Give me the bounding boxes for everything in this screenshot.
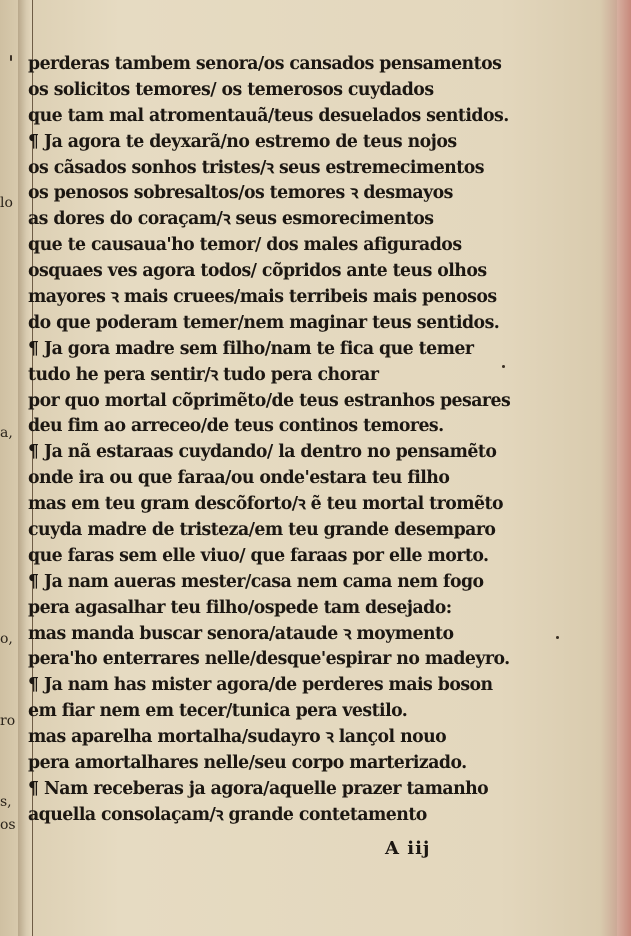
text-line: cuyda madre de tristeza/em teu grande desemparo — [28, 520, 496, 541]
ink-speck — [502, 365, 505, 368]
text-line: do que poderam temer/nem maginar teus sentidos. — [28, 312, 500, 333]
text-line: os cãsados sonhos tristes/ꝛ seus estremecimentos — [28, 157, 484, 178]
text-line: osquaes ves agora todos/ cõpridos ante teus olhos — [28, 261, 487, 282]
text-line: aquella consolaçam/ꝛ grande contetamento — [28, 804, 427, 825]
text-line: ¶ Ja nam aueras mester/casa nem cama nem fogo — [28, 571, 484, 592]
text-line: pera'ho enterrares nelle/desque'espirar no madeyro. — [28, 649, 510, 670]
text-line: mas aparelha mortalha/sudayro ꝛ lançol nouo — [28, 727, 447, 748]
text-line: deu fim ao arreceo/de teus continos temores. — [28, 416, 444, 437]
bleed-mark: ro — [0, 713, 16, 729]
text-line: os penosos sobresaltos/os temores ꝛ desmayos — [28, 183, 453, 204]
text-line: por quo mortal cõprimẽto/de teus estranhos pesares — [28, 390, 511, 411]
signature-mark: A iij — [385, 838, 431, 859]
text-line: pera amortalhares nelle/seu corpo marterizado. — [28, 753, 467, 774]
text-line: as dores do coraçam/ꝛ seus esmorecimentos — [28, 209, 434, 230]
text-line: ¶ Ja agora te deyxarã/no estremo de teus nojos — [28, 131, 457, 152]
text-line: que tam mal atromentauã/teus desuelados sentidos. — [28, 105, 509, 126]
text-line: os solicitos temores/ os temerosos cuydados — [28, 79, 434, 100]
text-line: onde ira ou que faraa/ou onde'estara teu filho — [28, 468, 450, 489]
ink-speck — [10, 55, 12, 61]
text-block — [28, 52, 548, 829]
text-line: tudo he pera sentir/ꝛ tudo pera chorar — [28, 364, 379, 385]
page-edge — [617, 0, 631, 936]
bleed-mark: s, — [0, 794, 12, 810]
left-margin-bleed — [0, 0, 18, 936]
text-line: mas manda buscar senora/ataude ꝛ moymento — [28, 623, 454, 644]
text-line: pera agasalhar teu filho/ospede tam desejado: — [28, 597, 452, 618]
bleed-mark: o, — [0, 631, 13, 647]
text-line: em fiar nem em tecer/tunica pera vestilo. — [28, 701, 408, 722]
text-line: ¶ Nam receberas ja agora/aquelle prazer tamanho — [28, 778, 489, 799]
text-line: mas em teu gram descõforto/ꝛ ẽ teu mortal tromẽto — [28, 494, 503, 515]
text-line: que te causaua'ho temor/ dos males afigurados — [28, 235, 462, 256]
bleed-mark: os — [0, 817, 16, 833]
text-line: ¶ Ja gora madre sem filho/nam te fica que temer — [28, 338, 474, 359]
text-line: perderas tambem senora/os cansados pensamentos — [28, 54, 502, 74]
text-line: mayores ꝛ mais cruees/mais terribeis mais penosos — [28, 287, 497, 308]
bleed-mark: a, — [0, 425, 13, 441]
text-line: ¶ Ja nã estaraas cuydando/ la dentro no pensamẽto — [28, 442, 497, 463]
ink-speck — [556, 636, 559, 639]
bleed-mark: lo — [0, 195, 13, 211]
text-line: ¶ Ja nam has mister agora/de perderes mais boson — [28, 675, 493, 696]
text-line: que faras sem elle viuo/ que faraas por elle morto. — [28, 545, 489, 566]
